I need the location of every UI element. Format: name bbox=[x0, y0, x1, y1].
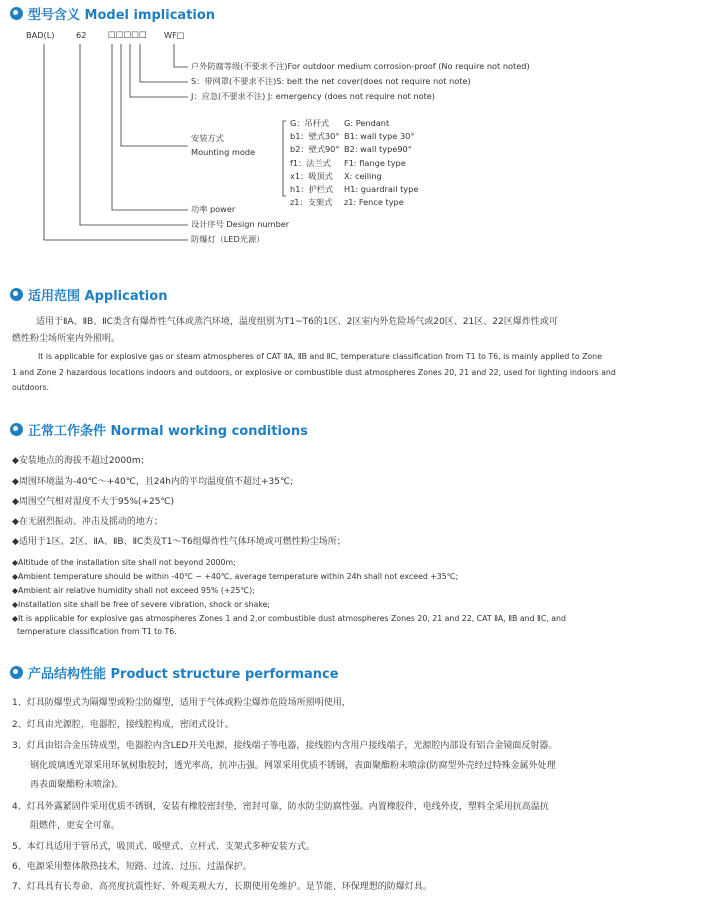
mount-codes bbox=[290, 117, 350, 209]
line-design: 设计序号 Design number bbox=[191, 219, 290, 229]
mount-code: b1：壁式30° bbox=[290, 131, 340, 142]
section-title-conditions bbox=[10, 419, 308, 439]
mount-en-code: X: ceiling bbox=[344, 170, 382, 181]
mount-code: f1：法兰式 bbox=[290, 157, 331, 168]
mount-en-code: B1: wall type 30° bbox=[344, 131, 415, 142]
line-lamp: 防爆灯（LED光源） bbox=[191, 234, 265, 244]
condition-en-item: ◆Installation site shall be free of severe vibration, shock or shake; bbox=[12, 600, 271, 609]
condition-cn-item: ◆安装地点的海拔不超过2000m； bbox=[12, 456, 150, 466]
mount-en-code: B2: wall type90° bbox=[344, 144, 412, 155]
line-s: S：带网罩(不要求不注)S: belt the net cover(does not require not note) bbox=[191, 76, 471, 86]
condition-cn-item: ◆适用于1区、2区、ⅡA、ⅡB、ⅡC类及T1～T6组爆炸性气体环境或可燃性粉尘场所； bbox=[12, 537, 346, 547]
section-title-structure bbox=[10, 662, 339, 682]
condition-en-item: temperature classification from T1 to T6. bbox=[12, 627, 177, 636]
structure-item: 5、本灯具适用于管吊式，吸顶式、吸壁式、立杆式、支架式多种安装方式。 bbox=[12, 842, 315, 852]
structure-item: 阻燃件，更安全可靠。 bbox=[30, 821, 121, 831]
application-cn-line1: 适用于ⅡA、ⅡB、ⅡC类含有爆炸性气体或蒸汽环境，温度组别为T1~T6的1区、2区室内外危险场气或20区、21区、22区爆炸性或可 bbox=[36, 317, 558, 327]
circle-bullet-icon bbox=[10, 423, 23, 436]
structure-item: 3、灯具由铝合金压铸成型，电器腔内含LED开关电源，接线端子等电器，接线腔内含用户接线端子，光源腔内部设有铝合金镜面反射器。 bbox=[12, 741, 558, 751]
line-wf: 户外防腐等级(不要求不注)For outdoor medium corrosion-proof (No require not noted) bbox=[191, 61, 530, 71]
line-power: 功率 power bbox=[191, 204, 236, 214]
application-en-line3: outdoors. bbox=[12, 383, 50, 392]
mount-en-code: G: Pendant bbox=[344, 118, 390, 128]
condition-en-item: ◆Ambient air relative humidity shall not exceed 95% (+25℃); bbox=[12, 586, 255, 595]
section-title-application bbox=[10, 284, 167, 304]
mount-code: z1：支架式 bbox=[290, 197, 333, 208]
mount-en-code: F1: flange type bbox=[344, 157, 406, 168]
condition-cn-item: ◆在无剧烈振动、冲击及摇动的地方； bbox=[12, 517, 163, 527]
mount-code: h1：护栏式 bbox=[290, 184, 334, 195]
mount-en: Mounting mode bbox=[191, 147, 256, 157]
mount-code: x1：吸顶式 bbox=[290, 170, 333, 181]
application-en-line2: 1 and Zone 2 hazardous locations indoors and outdoors, or explosive or combustible dust atmospheres Zones 20, 21 and 22, used for lighting indoors and bbox=[12, 368, 616, 377]
mount-en-codes bbox=[344, 117, 418, 209]
mount-en-code: H1: guardrail type bbox=[344, 184, 419, 195]
circle-bullet-icon bbox=[10, 666, 23, 679]
condition-cn-item: ◆周围环境温为-40℃～+40℃，且24h内的平均温度值不超过+35℃; bbox=[12, 477, 294, 487]
structure-item: 4、灯具外露紧固件采用优质不锈钢，安装有橡胶密封垫，密封可靠，防水防尘防腐性强。内置橡胶件，电线外皮，塑料全采用抗高温抗 bbox=[12, 802, 549, 812]
structure-item: 再表面聚酯粉末喷涂)。 bbox=[30, 780, 124, 790]
structure-item: 2、灯具由光源腔，电器腔，接线腔构成，密闭式设计。 bbox=[12, 720, 234, 730]
conditions-title: 正常工作条件 Normal working conditions bbox=[28, 423, 308, 439]
mount-en-code: z1: Fence type bbox=[344, 197, 404, 208]
mount-code: G：吊杆式 bbox=[290, 118, 330, 128]
structure-item: 6、电源采用整体散热技术，短路、过流、过压、过温保护。 bbox=[12, 862, 252, 872]
structure-title: 产品结构性能 Product structure performance bbox=[28, 666, 339, 682]
application-cn-line2: 燃性粉尘场所室内外照明。 bbox=[12, 334, 121, 344]
condition-en-item: ◆It is applicable for explosive gas atmospheres Zones 1 and 2,or combustible dust atmospheres Zones 20, 21 and 22, CAT ⅡA, ⅡB and ⅡC, and bbox=[12, 614, 566, 623]
application-en-line1: It is applicable for explosive gas or steam atmospheres of CAT ⅡA, ⅡB and ⅡC, temperature classification from T1 to T6, is mainly applied to Zone bbox=[38, 352, 602, 361]
mount-code: b2：壁式90° bbox=[290, 144, 340, 155]
model-title: 型号含义 Model implication bbox=[28, 7, 216, 23]
mount-cn: 安装方式 bbox=[191, 133, 224, 143]
circle-bullet-icon bbox=[10, 288, 23, 301]
condition-en-item: ◆Altitude of the installation site shall not beyond 2000m; bbox=[12, 558, 236, 567]
condition-en-item: ◆Ambient temperature should be within -40℃ ~ +40℃, average temperature within 24h shall not exceed +35℃; bbox=[12, 572, 459, 581]
code-boxes: □□□□□ bbox=[108, 29, 147, 39]
code-prefix: BAD(L) bbox=[26, 30, 55, 40]
structure-item: 7、灯具具有长寿命、高亮度抗震性好、外观美观大方，长期使用免维护。是节能、环保理想的防爆灯具。 bbox=[12, 882, 432, 892]
condition-cn-item: ◆周围空气相对湿度不大于95%(+25℃) bbox=[12, 497, 175, 507]
code-wf: WF□ bbox=[164, 30, 185, 40]
application-title: 适用范围 Application bbox=[28, 288, 168, 304]
structure-item: 钢化玻璃透光罩采用环氧树脂胶封，透光率高，抗冲击强。网罩采用优质不锈钢，表面聚酯粉末喷涂(防腐型外壳经过特殊金属外处理 bbox=[30, 761, 556, 771]
line-j: J：应急(不要求不注) J: emergency (does not require not note) bbox=[191, 91, 436, 101]
structure-item: 1、灯具防爆型式为隔爆型或粉尘防爆型，适用于气体或粉尘爆炸危险场所照明使用， bbox=[12, 698, 351, 708]
code-62: 62 bbox=[76, 30, 87, 40]
